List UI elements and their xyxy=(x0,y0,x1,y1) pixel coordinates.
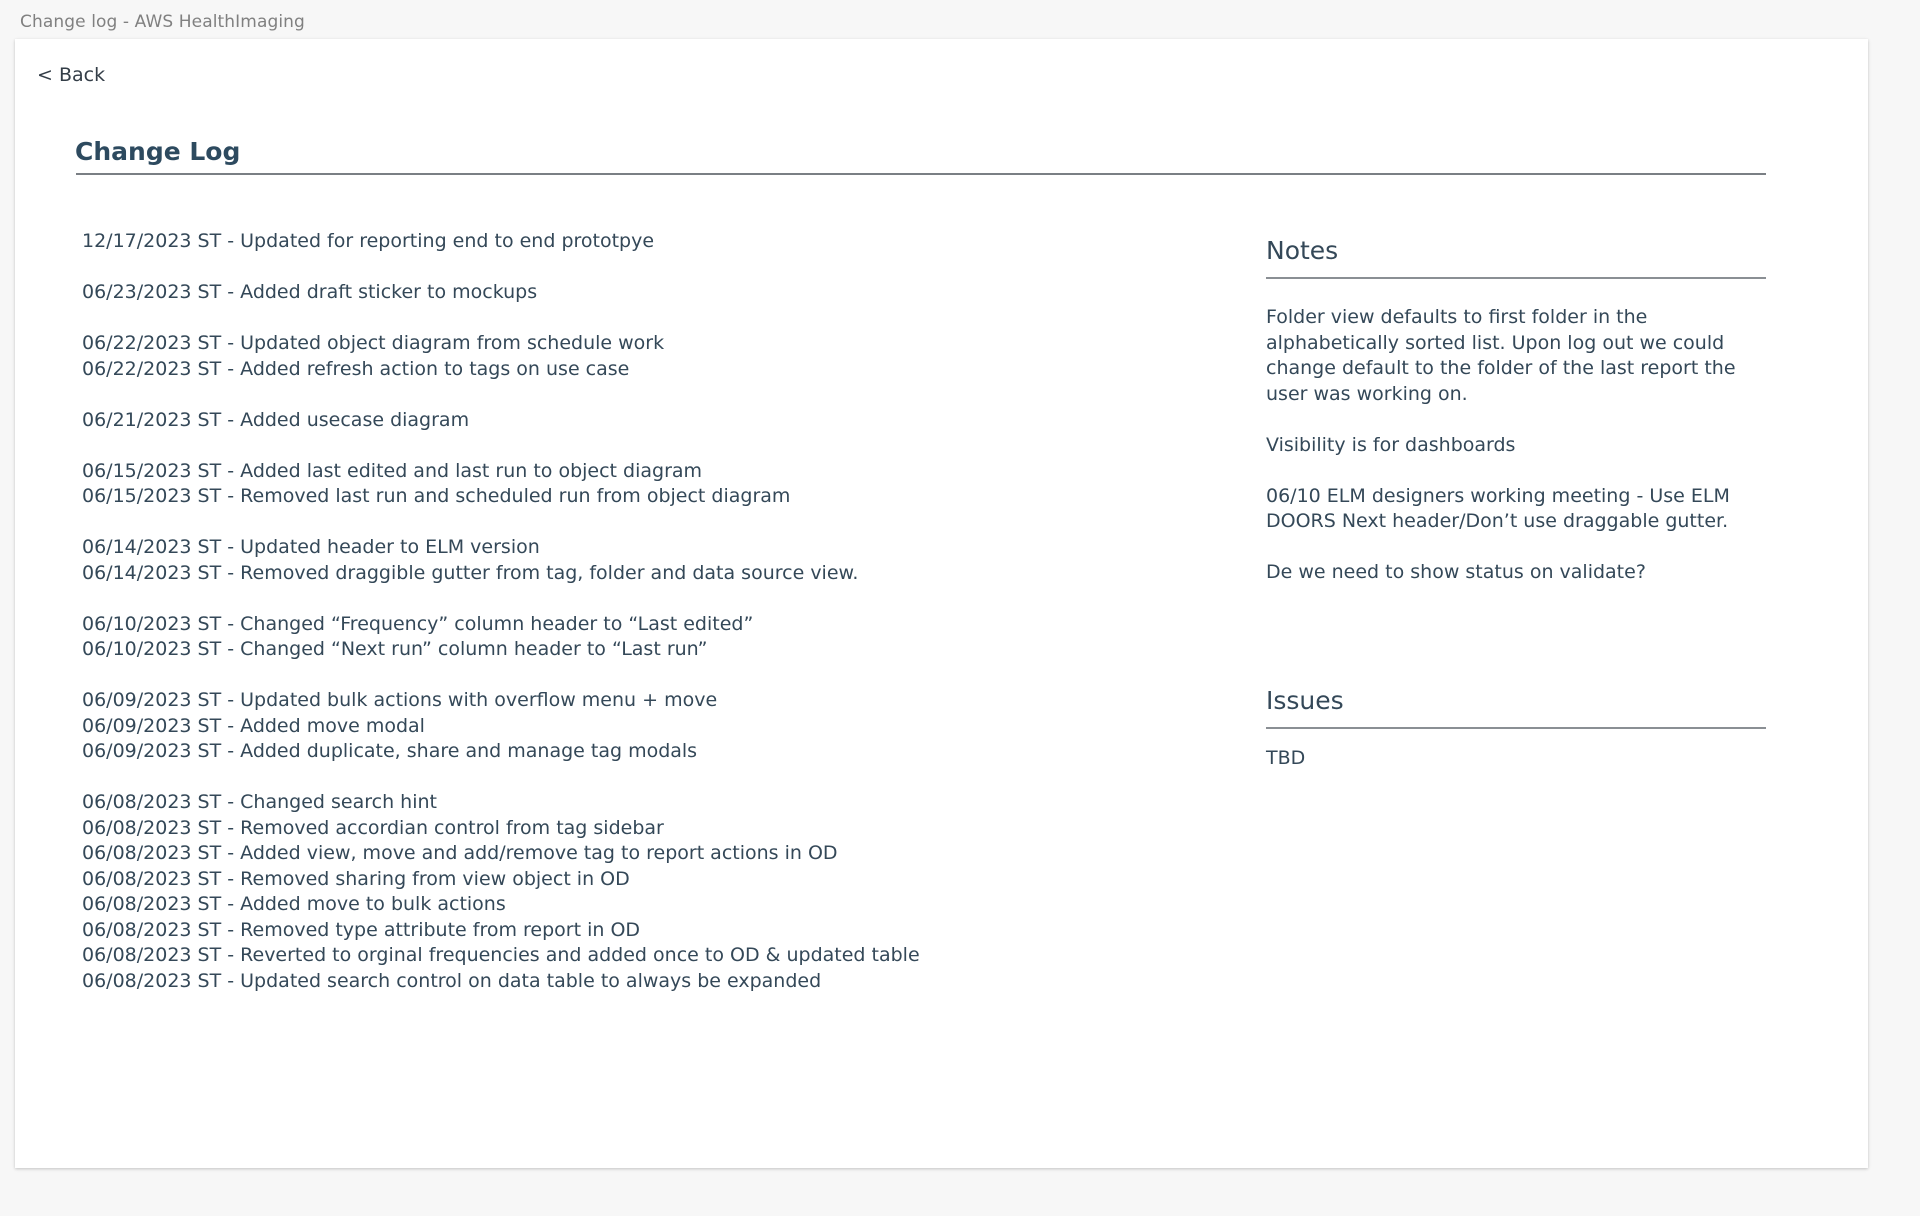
changelog-entry: 06/15/2023 ST - Removed last run and scheduled run from object diagram xyxy=(82,485,791,507)
changelog-entry: 06/15/2023 ST - Added last edited and last run to object diagram xyxy=(82,459,703,482)
issues-panel xyxy=(1266,686,1766,772)
issues-body: TBD xyxy=(1266,747,1306,769)
changelog-entry: 06/14/2023 ST - Updated header to ELM version xyxy=(82,536,540,558)
changelog-group xyxy=(82,535,920,586)
notes-heading: Notes xyxy=(1266,236,1339,265)
note-paragraph: Folder view defaults to first folder in the alphabetically sorted list. Upon log out we could change default to the folder of the last report the user was working on. xyxy=(1266,306,1736,405)
changelog-entry: 06/22/2023 ST - Added refresh action to tags on use case xyxy=(82,357,630,380)
changelog-entry: 06/21/2023 ST - Added usecase diagram xyxy=(82,408,470,431)
page-title: Change Log xyxy=(75,137,241,166)
issues-heading: Issues xyxy=(1266,686,1344,715)
issues-divider xyxy=(1266,727,1766,729)
changelog-entry: 06/14/2023 ST - Removed draggible gutter from tag, folder and data source view. xyxy=(82,561,859,584)
changelog-group xyxy=(82,280,920,306)
changelog-entry: 12/17/2023 ST - Updated for reporting end to end prototpye xyxy=(82,230,655,252)
title-divider xyxy=(76,173,1766,175)
changelog-entry: 06/08/2023 ST - Updated search control on data table to always be expanded xyxy=(82,969,822,992)
changelog-entry: 06/08/2023 ST - Removed type attribute from report in OD xyxy=(82,918,641,941)
note-paragraph: 06/10 ELM designers working meeting - Use ELM DOORS Next header/Don’t use draggable gutter. xyxy=(1266,484,1730,532)
changelog-group xyxy=(82,688,920,765)
notes-panel xyxy=(1266,236,1766,611)
frame-title: Change log - AWS HealthImaging xyxy=(20,12,305,32)
changelog-entry: 06/10/2023 ST - Changed “Frequency” column header to “Last edited” xyxy=(82,612,754,635)
changelog-entry: 06/09/2023 ST - Updated bulk actions with overflow menu + move xyxy=(82,689,718,711)
changelog-group xyxy=(82,612,920,663)
changelog-entry: 06/08/2023 ST - Added move to bulk actions xyxy=(82,893,506,915)
note-paragraph: Visibility is for dashboards xyxy=(1266,433,1516,456)
back-link[interactable]: < Back xyxy=(37,64,106,86)
changelog-entry: 06/08/2023 ST - Added view, move and add/remove tag to report actions in OD xyxy=(82,842,838,864)
notes-body xyxy=(1266,305,1766,586)
note-paragraph: De we need to show status on validate? xyxy=(1266,561,1646,583)
notes-divider xyxy=(1266,277,1766,279)
changelog-entry: 06/08/2023 ST - Changed search hint xyxy=(82,791,437,813)
changelog-group xyxy=(82,408,920,434)
changelog-entry: 06/22/2023 ST - Updated object diagram from schedule work xyxy=(82,332,665,354)
changelog-entry: 06/10/2023 ST - Changed “Next run” column header to “Last run” xyxy=(82,638,708,660)
changelog-entry: 06/23/2023 ST - Added draft sticker to mockups xyxy=(82,281,538,303)
changelog-entry: 06/08/2023 ST - Removed sharing from view object in OD xyxy=(82,867,630,890)
changelog-group xyxy=(82,331,920,382)
changelog-group xyxy=(82,790,920,994)
changelog-entry: 06/09/2023 ST - Added move modal xyxy=(82,714,425,737)
artboard xyxy=(15,39,1868,1168)
changelog-entry: 06/08/2023 ST - Removed accordian control from tag sidebar xyxy=(82,816,664,839)
changelog-entry: 06/08/2023 ST - Reverted to orginal frequencies and added once to OD & updated table xyxy=(82,944,920,966)
changelog-list xyxy=(82,229,920,1020)
changelog-group xyxy=(82,229,920,255)
changelog-group xyxy=(82,459,920,510)
changelog-entry: 06/09/2023 ST - Added duplicate, share and manage tag modals xyxy=(82,740,698,762)
